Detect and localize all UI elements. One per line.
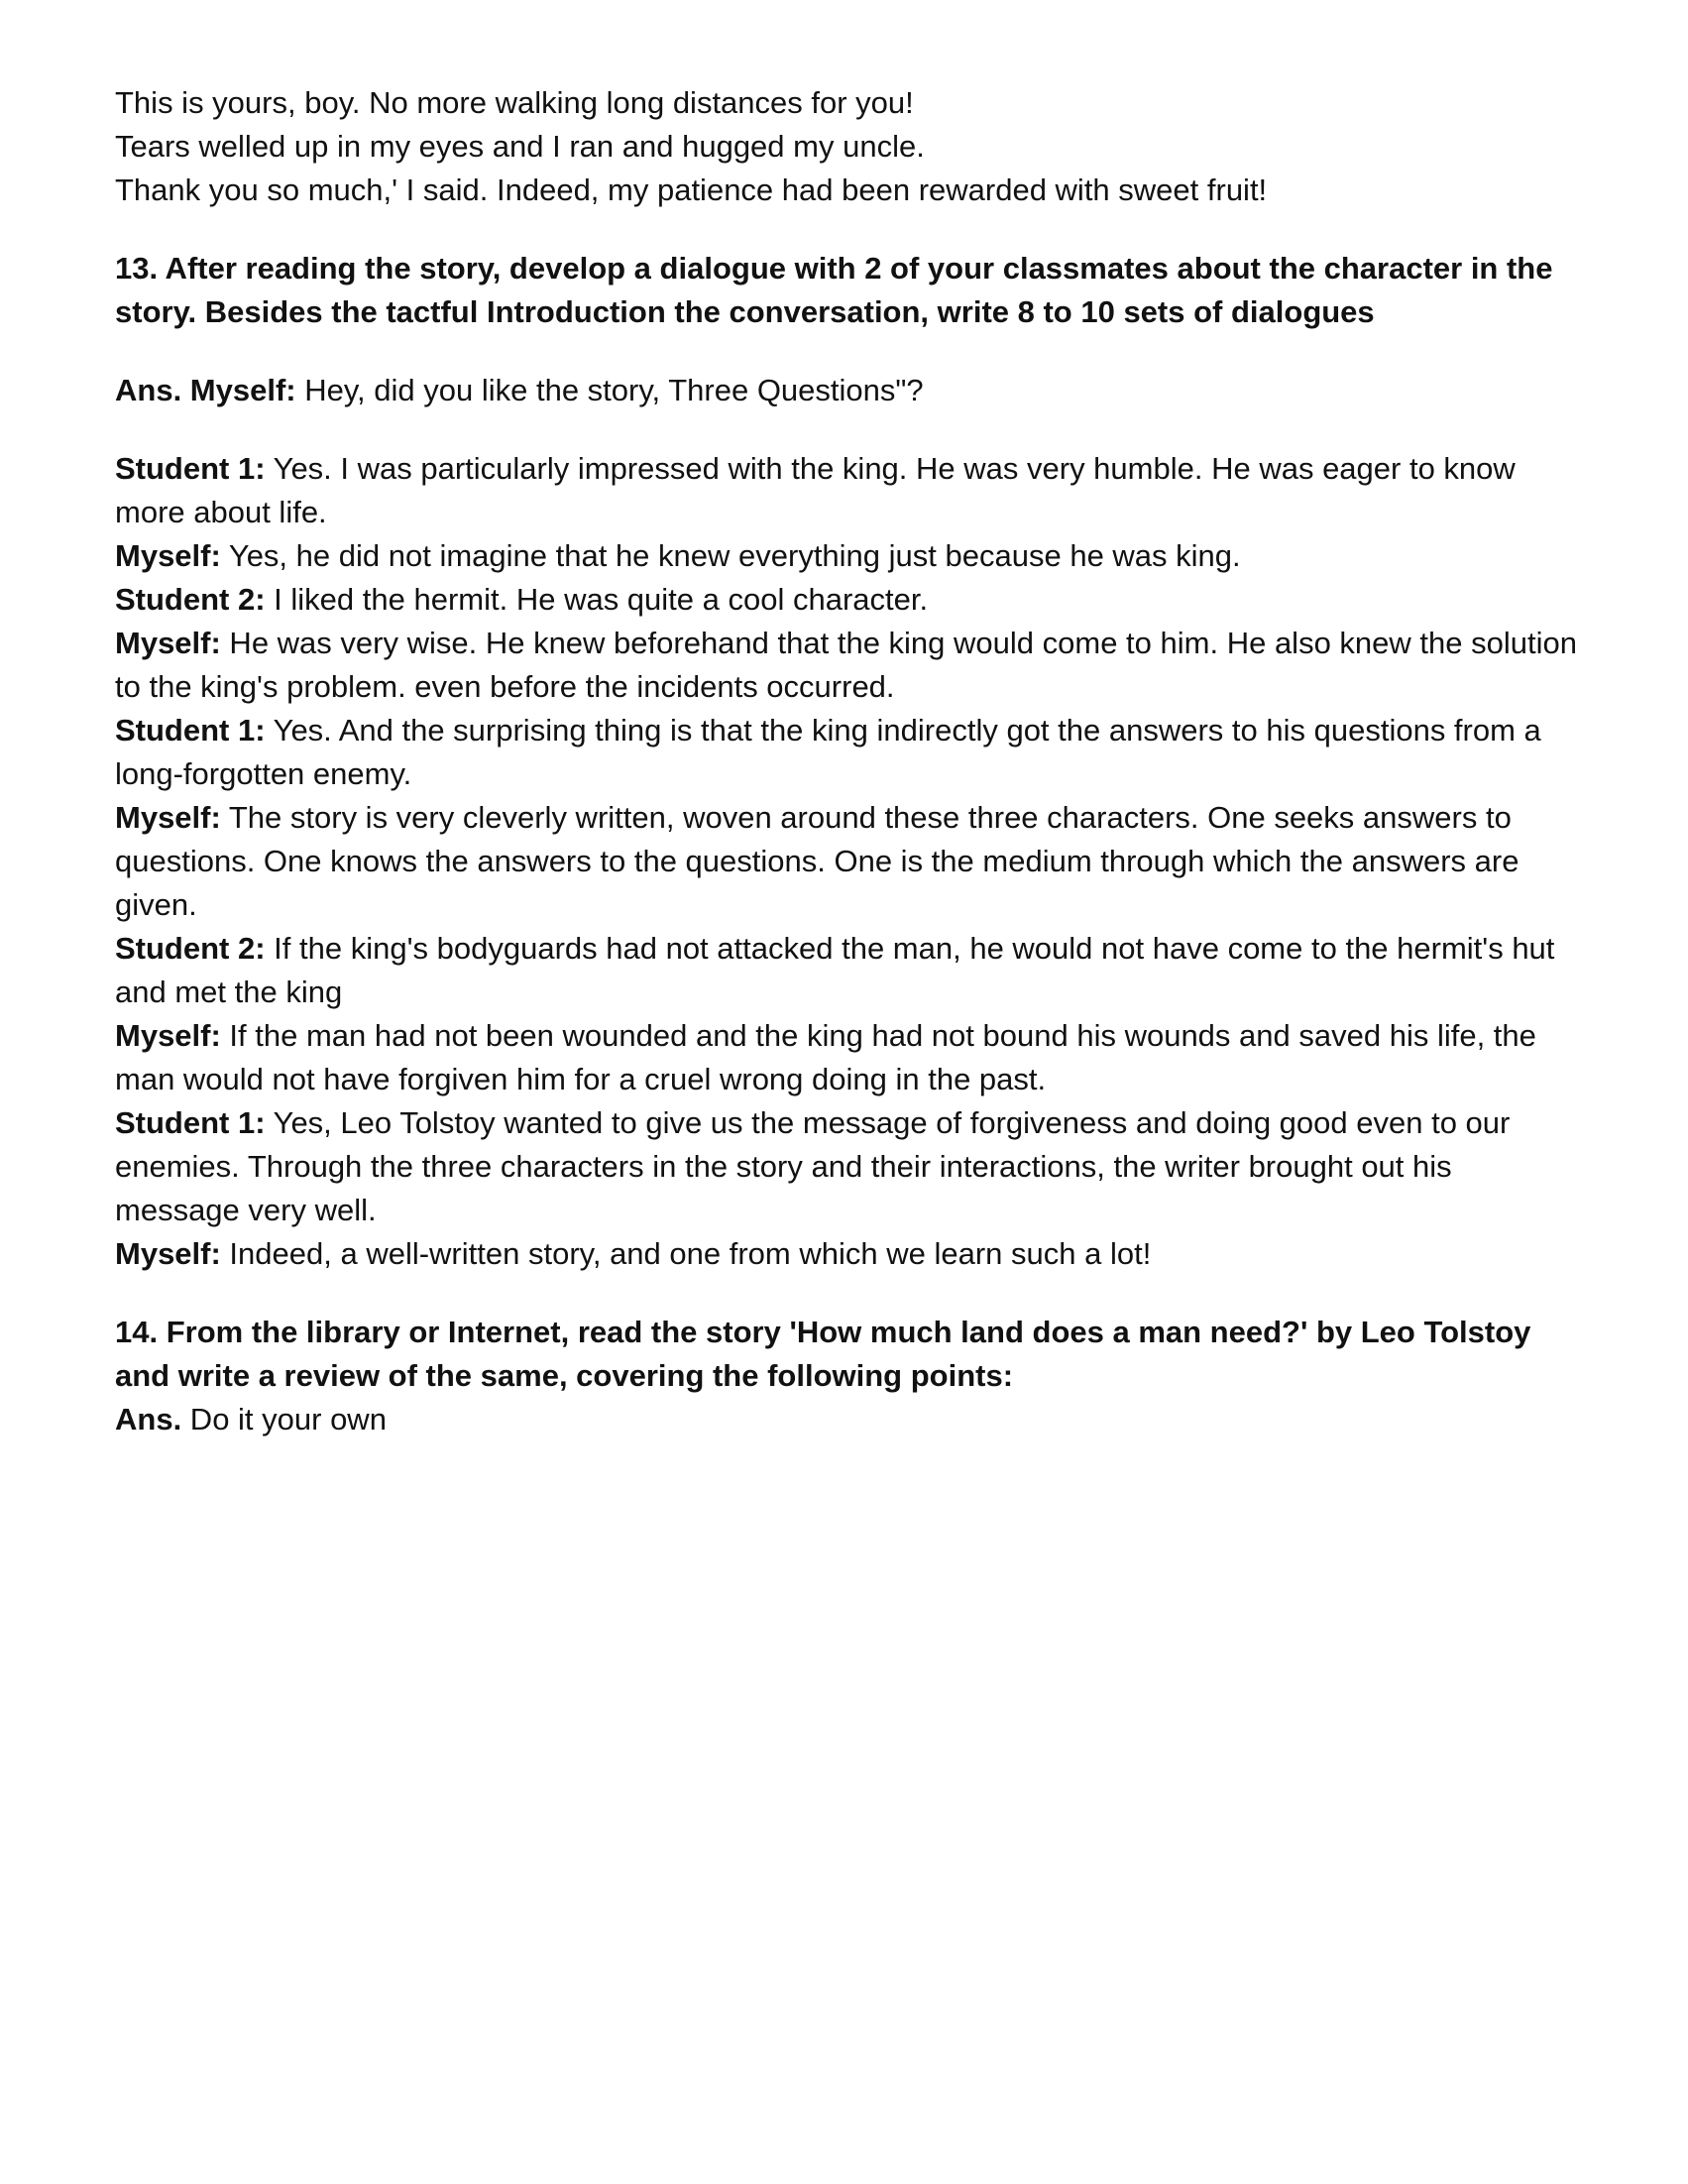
speaker-label: Myself:	[115, 1018, 221, 1053]
answer-text: Do it your own	[181, 1402, 387, 1437]
question-14: 14. From the library or Internet, read the story 'How much land does a man need?' by Leo Tolstoy and write a review of the same, covering the following points:	[115, 1315, 1531, 1393]
answer-label: Ans.	[115, 1402, 182, 1437]
dialogue-line	[115, 796, 1582, 927]
document-page	[115, 81, 1582, 1441]
dialogue-text: If the man had not been wounded and the king had not bound his wounds and saved his life, the man would not have forgiven him for a cruel wrong doing in the past.	[115, 1018, 1536, 1096]
speaker-label: Student 2:	[115, 931, 266, 966]
speaker-label: Student 1:	[115, 451, 266, 486]
dialogue-line	[115, 1101, 1582, 1232]
speaker-label: Student 1:	[115, 1105, 266, 1140]
story-line: This is yours, boy. No more walking long distances for you!	[115, 85, 914, 120]
story-line: Thank you so much,' I said. Indeed, my patience had been rewarded with sweet fruit!	[115, 172, 1268, 207]
answer-label: Ans. Myself:	[115, 373, 296, 407]
answer-13-intro	[115, 369, 1582, 412]
speaker-label: Student 2:	[115, 582, 266, 617]
dialogue-line	[115, 447, 1582, 534]
dialogue-text: Indeed, a well-written story, and one from which we learn such a lot!	[220, 1236, 1152, 1271]
dialogue-text: I liked the hermit. He was quite a cool character.	[265, 582, 929, 617]
dialogue-line	[115, 1014, 1582, 1101]
dialogue-text: Yes. I was particularly impressed with the king. He was very humble. He was eager to know more about life.	[115, 451, 1516, 529]
dialogue-line	[115, 1232, 1582, 1276]
speaker-label: Myself:	[115, 538, 221, 573]
dialogue-line	[115, 709, 1582, 796]
answer-text: Hey, did you like the story, Three Questions"?	[295, 373, 924, 407]
dialogue-line	[115, 622, 1582, 709]
dialogue-line	[115, 927, 1582, 1014]
question-13: 13. After reading the story, develop a dialogue with 2 of your classmates about the character in the story. Besides the tactful Introduction the conversation, write 8 to 10 sets of dialogues	[115, 251, 1553, 329]
dialogue-text: Yes, Leo Tolstoy wanted to give us the message of forgiveness and doing good even to our enemies. Through the three characters in the story and their interactions, the writer brought out his message very well.	[115, 1105, 1511, 1227]
dialogue-text: He was very wise. He knew beforehand that the king would come to him. He also knew the solution to the king's problem. even before the incidents occurred.	[115, 626, 1577, 704]
answer-14	[115, 1398, 1582, 1441]
dialogue-line	[115, 534, 1582, 578]
speaker-label: Myself:	[115, 800, 221, 835]
dialogue-list	[115, 447, 1582, 1276]
dialogue-text: Yes. And the surprising thing is that the king indirectly got the answers to his questions from a long-forgotten enemy.	[115, 713, 1541, 791]
speaker-label: Student 1:	[115, 713, 266, 747]
dialogue-text: If the king's bodyguards had not attacked the man, he would not have come to the hermit's hut and met the king	[115, 931, 1555, 1009]
story-line: Tears welled up in my eyes and I ran and hugged my uncle.	[115, 129, 925, 164]
dialogue-line	[115, 578, 1582, 622]
dialogue-text: Yes, he did not imagine that he knew everything just because he was king.	[220, 538, 1241, 573]
dialogue-text: The story is very cleverly written, woven around these three characters. One seeks answers to questions. One knows the answers to the questions. One is the medium through which the answers are given.	[115, 800, 1519, 922]
speaker-label: Myself:	[115, 626, 221, 660]
speaker-label: Myself:	[115, 1236, 221, 1271]
